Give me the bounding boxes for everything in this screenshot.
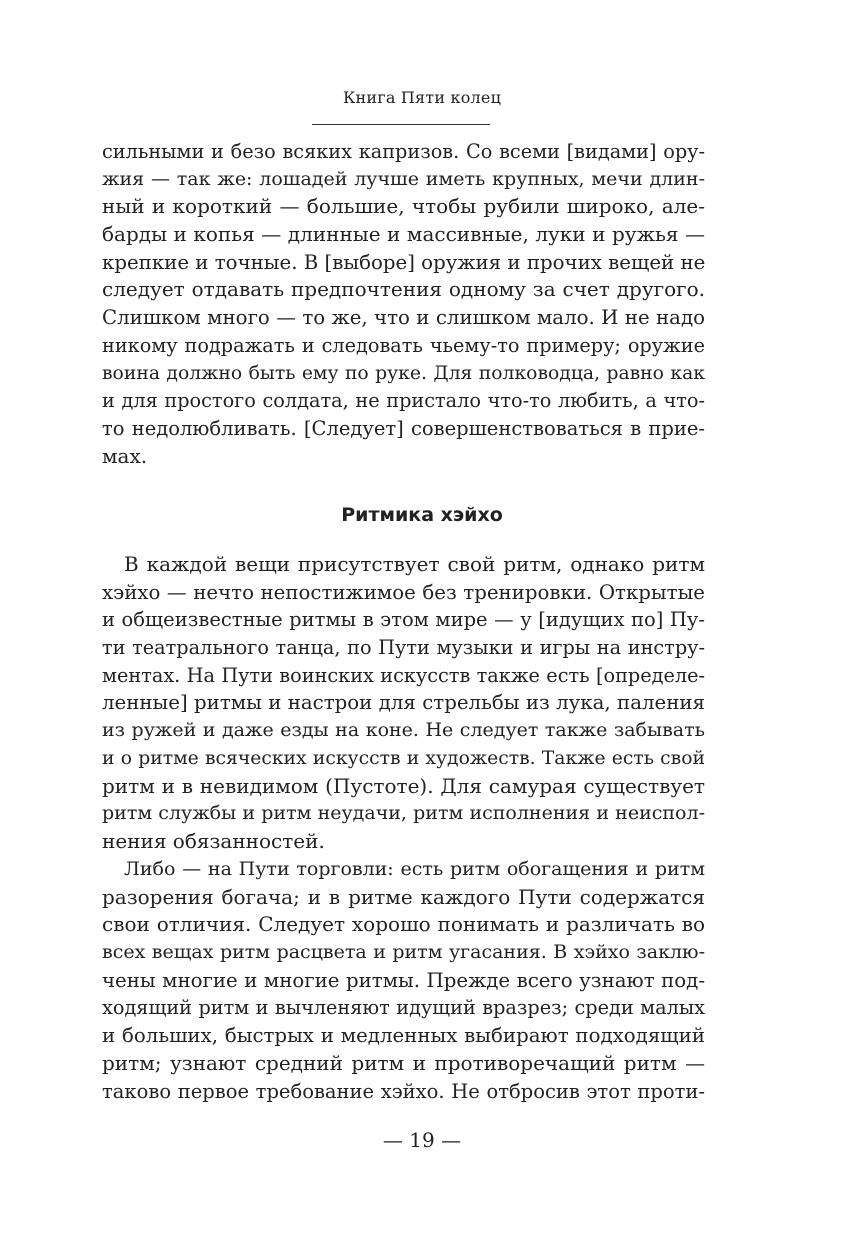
running-title: Книга Пяти колец [342,88,502,107]
text-line: то недолюбливать. [Следует] совершенствоваться в прие- [102,416,705,440]
text-line: всех вещах ритм расцвета и ритм угасания. В хэйхо заклю- [102,941,705,964]
text-line: ленные] ритмы и настрои для стрельбы из лука, паления [102,691,705,715]
text-line: хэйхо — нечто непостижимое без тренировки. Открытые [102,580,705,604]
text-line: сильными и безо всяких капризов. Со всеми [видами] ору- [102,140,705,163]
text-line: свои отличия. Следует хорошо понимать и различать во [102,912,705,937]
text-line: разорения богача; и в ритме каждого Пути содержатся [102,884,705,909]
text-line: Слишком много — то же, что и слишком мало. И не надо [102,306,705,330]
text-line: ти театрального танца, по Пути музыки и игры на инстру- [102,636,705,660]
text-line: мах. [102,443,148,468]
text-line: нения обязанностей. [102,828,325,853]
text-line: ходящий ритм и вычленяют идущий вразрез; среди малых [102,996,705,1020]
text-line: крепкие и точные. В [выборе] оружия и прочих вещей не [102,250,706,274]
header-rule [312,124,490,125]
text-line: ментах. На Пути воинских искусств также есть [определе- [102,663,705,687]
text-line: ритм и в невидимом (Пустоте). Для самурая существует [102,773,705,798]
text-line: Либо — на Пути торговли: есть ритм обогащения и ритм [124,858,705,880]
text-line: ритм; узнают средний ритм и противоречащий ритм — [102,1050,705,1075]
text-line: и для простого солдата, не пристало что-то любить, а что- [102,389,705,413]
text-line: и общеизвестные ритмы в этом мире — у [идущих по] Пу- [102,608,705,632]
text-line: и о ритме всяческих искусств и художеств. Также есть свой [102,747,705,769]
section-heading: Ритмика хэйхо [341,504,503,526]
text-line: барды и копья — длинные и массивные, луки и ружья — [102,222,705,247]
paragraph-3 [102,856,705,1105]
text-line: таково первое требование хэйхо. Не отбросив этот проти- [102,1079,705,1103]
text-line: ритм службы и ритм неудачи, ритм исполнения и неиспол- [102,802,705,825]
text-line: никому подражать и следовать чьему-то примеру; оружие [102,333,705,357]
page-number: — 19 — [382,1128,462,1152]
text-line: воина должно быть ему по руке. Для полководца, равно как [102,362,705,384]
text-line: следует отдавать предпочтения одному за счет другого. [102,277,705,302]
paragraph-2 [102,551,705,856]
text-line: и больших, быстрых и медленных выбирают подходящий [102,1024,705,1048]
text-line: В каждой вещи присутствует свой ритм, однако ритм [124,552,705,576]
text-line: из ружей и даже езды на коне. Не следует также забывать [102,719,705,742]
text-line: ный и короткий — большие, чтобы рубили широко, але- [102,194,705,219]
text-line: жия — так же: лошадей лучше иметь крупных, мечи длин- [102,167,705,190]
paragraph-1 [102,138,705,470]
text-line: чены многие и многие ритмы. Прежде всего узнают под- [102,968,705,992]
